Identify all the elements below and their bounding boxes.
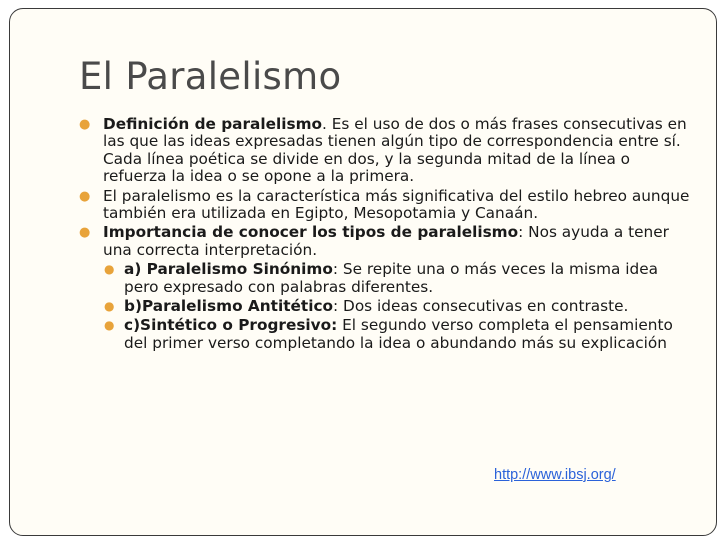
slide-title: El Paralelismo xyxy=(79,55,342,98)
source-link[interactable]: http://www.ibsj.org/ xyxy=(494,467,616,483)
bullet-text: : Nos ayuda a tener una correcta interpretación. xyxy=(103,223,669,259)
bullet-dot-icon: ● xyxy=(79,225,91,241)
bullet-item-importance xyxy=(79,224,697,259)
bullet-item-characteristic xyxy=(79,188,697,223)
subbullet-item-synthetic xyxy=(103,317,697,352)
subbullet-item-antithetic xyxy=(103,298,697,315)
subbullet-bold-text: c)Sintético o Progresivo: xyxy=(124,316,338,335)
bullet-item-definition xyxy=(79,116,697,186)
bullet-text: . Es el uso de dos o más frases consecutivas en las que las ideas expresadas tienen algún tipo de correspondencia entre sí. Cada línea poética se divide en dos, y la segunda mitad de la línea o refuerza la idea o se opone a la primera. xyxy=(103,115,687,186)
bullet-dot-icon: ● xyxy=(104,318,115,333)
bullet-dot-icon: ● xyxy=(104,262,115,277)
slide-content xyxy=(79,116,697,354)
subbullet-text: El segundo verso completa el pensamiento del primer verso completando la idea o abundando más su explicación xyxy=(124,316,673,352)
bullet-dot-icon: ● xyxy=(79,188,91,204)
subbullet-bold-text: b)Paralelismo Antitético xyxy=(124,297,334,316)
subbullet-bold-text: a) Paralelismo Sinónimo xyxy=(124,260,333,279)
subbullet-text: : Se repite una o más veces la misma idea pero expresado con palabras diferentes. xyxy=(124,260,659,296)
bullet-dot-icon: ● xyxy=(104,299,115,314)
bullet-bold-text: Importancia de conocer los tipos de paralelismo xyxy=(103,223,519,242)
bullet-dot-icon: ● xyxy=(79,117,91,132)
subbullet-item-synonymous xyxy=(103,261,697,296)
bullet-text: El paralelismo es la característica más significativa del estilo hebreo aunque también era utilizada en Egipto, Mesopotamia y Canaán. xyxy=(103,186,690,223)
bullet-bold-text: Definición de paralelismo xyxy=(103,115,323,133)
subbullet-text: : Dos ideas consecutivas en contraste. xyxy=(333,297,629,316)
